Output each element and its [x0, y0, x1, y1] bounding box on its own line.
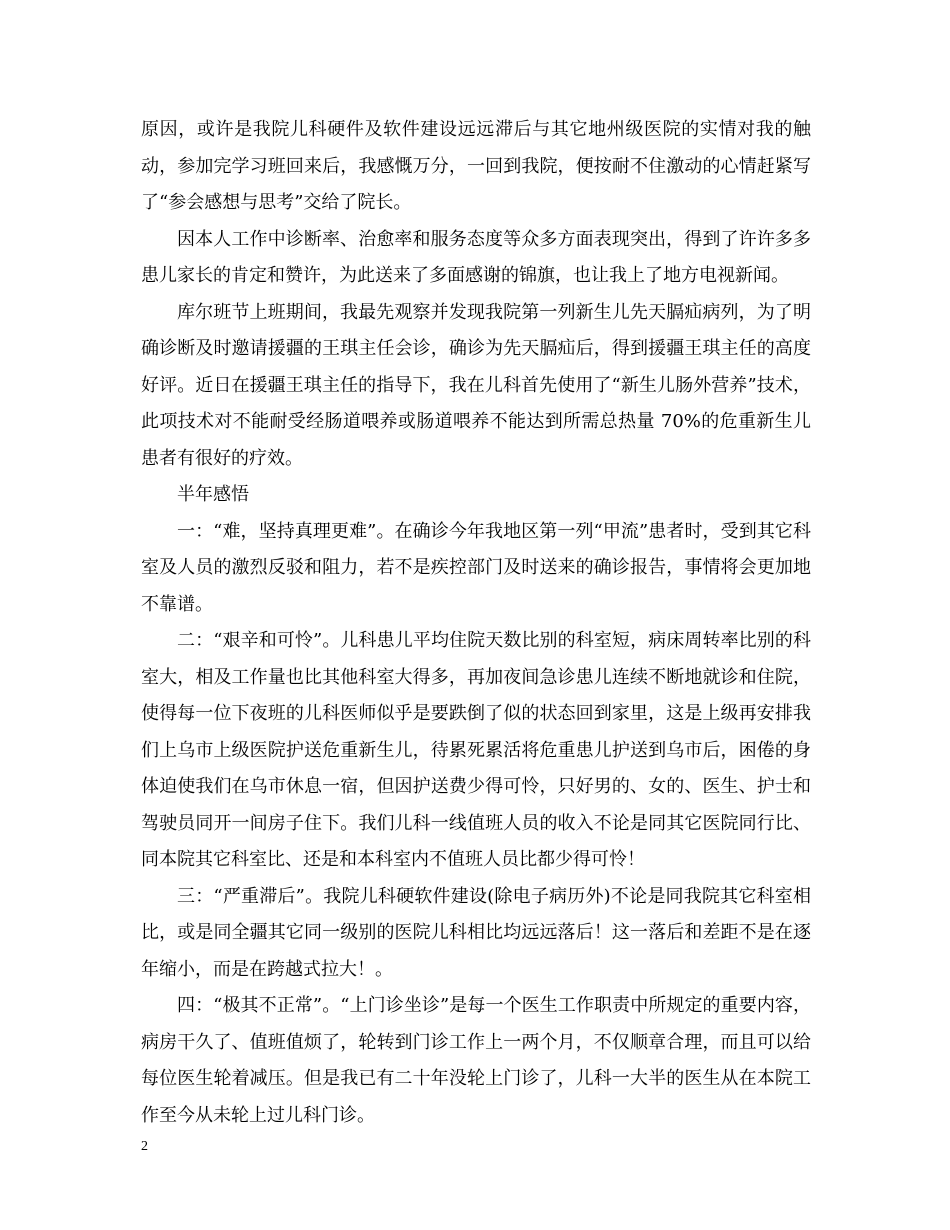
- paragraph-kurban-festival: 库尔班节上班期间，我最先观察并发现我院第一列新生儿先天膈疝病列，为了明确诊断及时邀请援疆的王琪主任会诊，确诊为先天膈疝后，得到援疆王琪主任的高度好评。近日在援疆王琪主任的指导下，我在儿科首先使用了“新生儿肠外营养”技术，此项技术对不能耐受经肠道喂养或肠道喂养不能达到所需总热量 70%的危重新生儿患者有很好的疗效。: [141, 301, 811, 469]
- section-heading-reflections: 半年感悟: [177, 484, 249, 505]
- paragraph-point-four: 四：“极其不正常”。“上门诊坐诊”是每一个医生工作职责中所规定的重要内容，病房干久了、值班值烦了，轮转到门诊工作上一两个月，不仅顺章合理，而且可以给每位医生轮着减压。但是我已有二十年没轮上门诊了，儿科一大半的医生从在本院工作至今从未轮上过儿科门诊。: [141, 995, 811, 1126]
- page-number: 2: [141, 1139, 148, 1154]
- paragraph-point-one: 一：“难，坚持真理更难”。在确诊今年我地区第一列“甲流”患者时，受到其它科室及人员的激烈反驳和阻力，若不是疾控部门及时送来的确诊报告，事情将会更加地不靠谱。: [141, 520, 811, 615]
- paragraph-point-three: 三：“严重滞后”。我院儿科硬软件建设(除电子病历外)不论是同我院其它科室相比，或是同全疆其它同一级别的医院儿科相比均远远落后！这一落后和差距不是在逐年缩小，而是在跨越式拉大！。: [141, 885, 811, 980]
- paragraph-performance: 因本人工作中诊断率、治愈率和服务态度等众多方面表现突出，得到了许许多多患儿家长的肯定和赞许，为此送来了多面感谢的锦旗，也让我上了地方电视新闻。: [141, 228, 811, 286]
- paragraph-point-two: 二：“艰辛和可怜”。儿科患儿平均住院天数比别的科室短，病床周转率比别的科室大，相及工作量也比其他科室大得多，再加夜间急诊患儿连续不断地就诊和住院，使得每一位下夜班的儿科医师似乎是要跌倒了似的状态回到家里，这是上级再安排我们上乌市上级医院护送危重新生儿，待累死累活将危重患儿护送到乌市后，困倦的身体迫使我们在乌市休息一宿，但因护送费少得可怜，只好男的、女的、医生、护士和驾驶员同开一间房子住下。我们儿科一线值班人员的收入不论是同其它医院同行比、同本院其它科室比、还是和本科室内不值班人员比都少得可怜！: [141, 630, 811, 870]
- document-body: [141, 112, 811, 1134]
- paragraph-continuation: 原因，或许是我院儿科硬件及软件建设远远滞后与其它地州级医院的实情对我的触动，参加完学习班回来后，我感慨万分，一回到我院，便按耐不住激动的心情赶紧写了“参会感想与思考”交给了院长。: [141, 119, 811, 213]
